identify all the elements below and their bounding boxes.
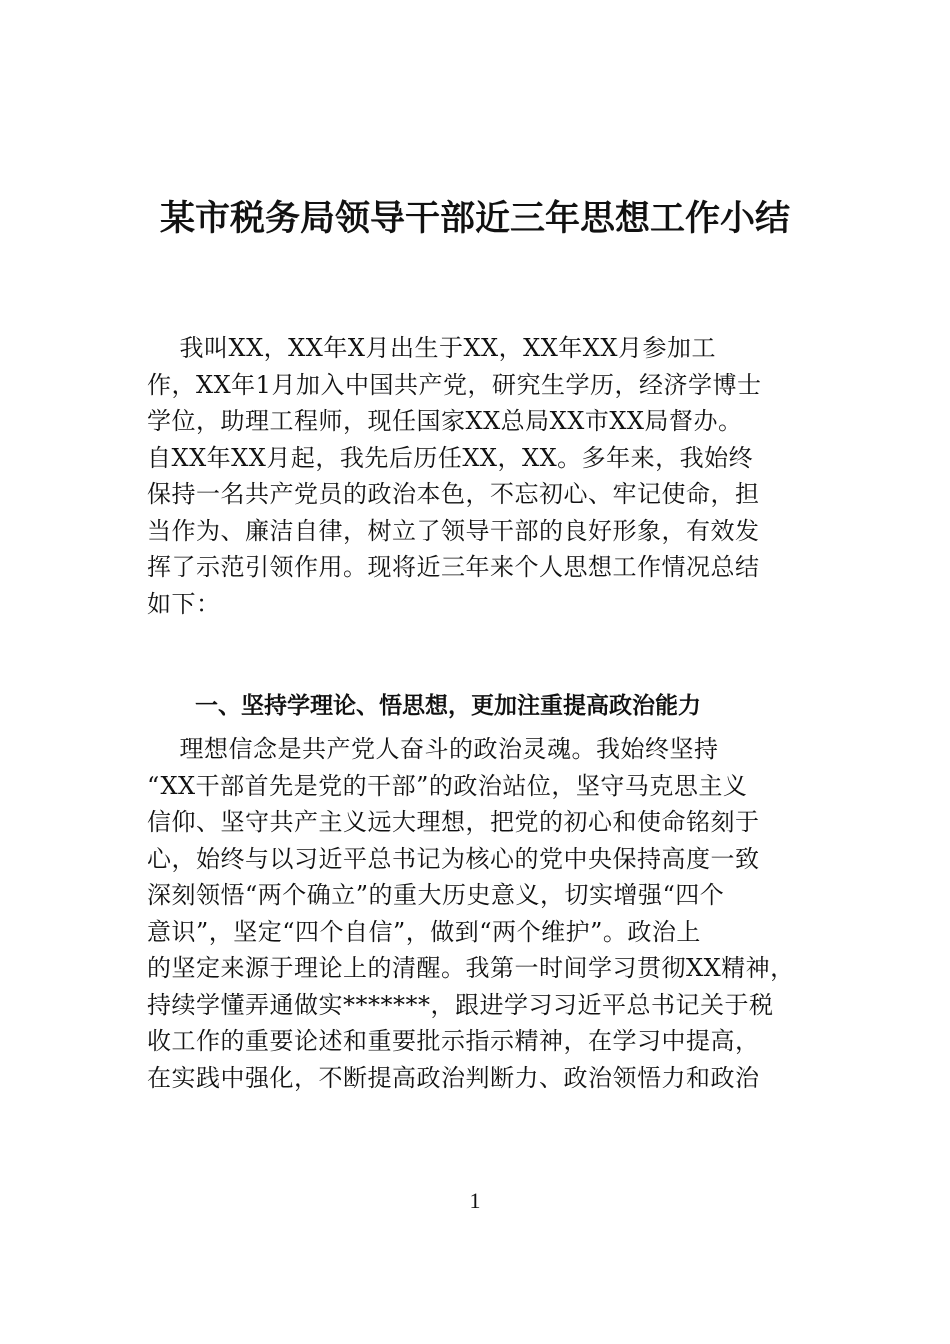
text-line: 如下： bbox=[147, 589, 221, 618]
text-line: 在实践中强化，不断提高政治判断力、政治领悟力和政治 bbox=[147, 1063, 760, 1092]
text-line: 深刻领悟“两个确立”的重大历史意义，切实增强“四个 bbox=[147, 881, 725, 909]
document-title: 某市税务局领导干部近三年思想工作小结 bbox=[159, 198, 790, 239]
text-line: 挥了示范引领作用。现将近三年来个人思想工作情况总结 bbox=[147, 553, 760, 581]
text-line: 作，XX年1月加入中国共产党，研究生学历，经济学博士 bbox=[147, 370, 762, 399]
text-line: 信仰、坚守共产主义远大理想，把党的初心和使命铭刻于 bbox=[147, 808, 760, 836]
text-line: 我叫XX，XX年X月出生于XX，XX年XX月参加工 bbox=[147, 334, 716, 362]
section1-paragraph bbox=[147, 731, 807, 1096]
text-line: 收工作的重要论述和重要批示指示精神，在学习中提高， bbox=[147, 1027, 760, 1055]
text-line: 学位，助理工程师，现任国家XX总局XX市XX局督办。 bbox=[147, 407, 743, 435]
text-line: 自XX年XX月起，我先后历任XX，XX。多年来，我始终 bbox=[147, 443, 754, 472]
text-line: 保持一名共产党员的政治本色，不忘初心、牢记使命，担 bbox=[147, 480, 760, 508]
text-line: 持续学懂弄通做实*******，跟进学习习近平总书记关于税 bbox=[147, 990, 774, 1019]
page-number: 1 bbox=[469, 1188, 481, 1213]
intro-paragraph bbox=[147, 330, 807, 622]
text-line: “XX干部首先是党的干部”的政治站位，坚守马克思主义 bbox=[147, 771, 748, 800]
section-heading: 一、坚持学理论、悟思想，更加注重提高政治能力 bbox=[195, 693, 701, 719]
text-line: 的坚定来源于理论上的清醒。我第一时间学习贯彻XX精神， bbox=[147, 954, 795, 982]
text-line: 心，始终与以习近平总书记为核心的党中央保持高度一致 bbox=[147, 844, 760, 873]
text-line: 意识”，坚定“四个自信”，做到“两个维护”。政治上 bbox=[147, 917, 701, 946]
text-line: 理想信念是共产党人奋斗的政治灵魂。我始终坚持 bbox=[147, 735, 719, 763]
text-line: 当作为、廉洁自律，树立了领导干部的良好形象，有效发 bbox=[147, 516, 760, 545]
